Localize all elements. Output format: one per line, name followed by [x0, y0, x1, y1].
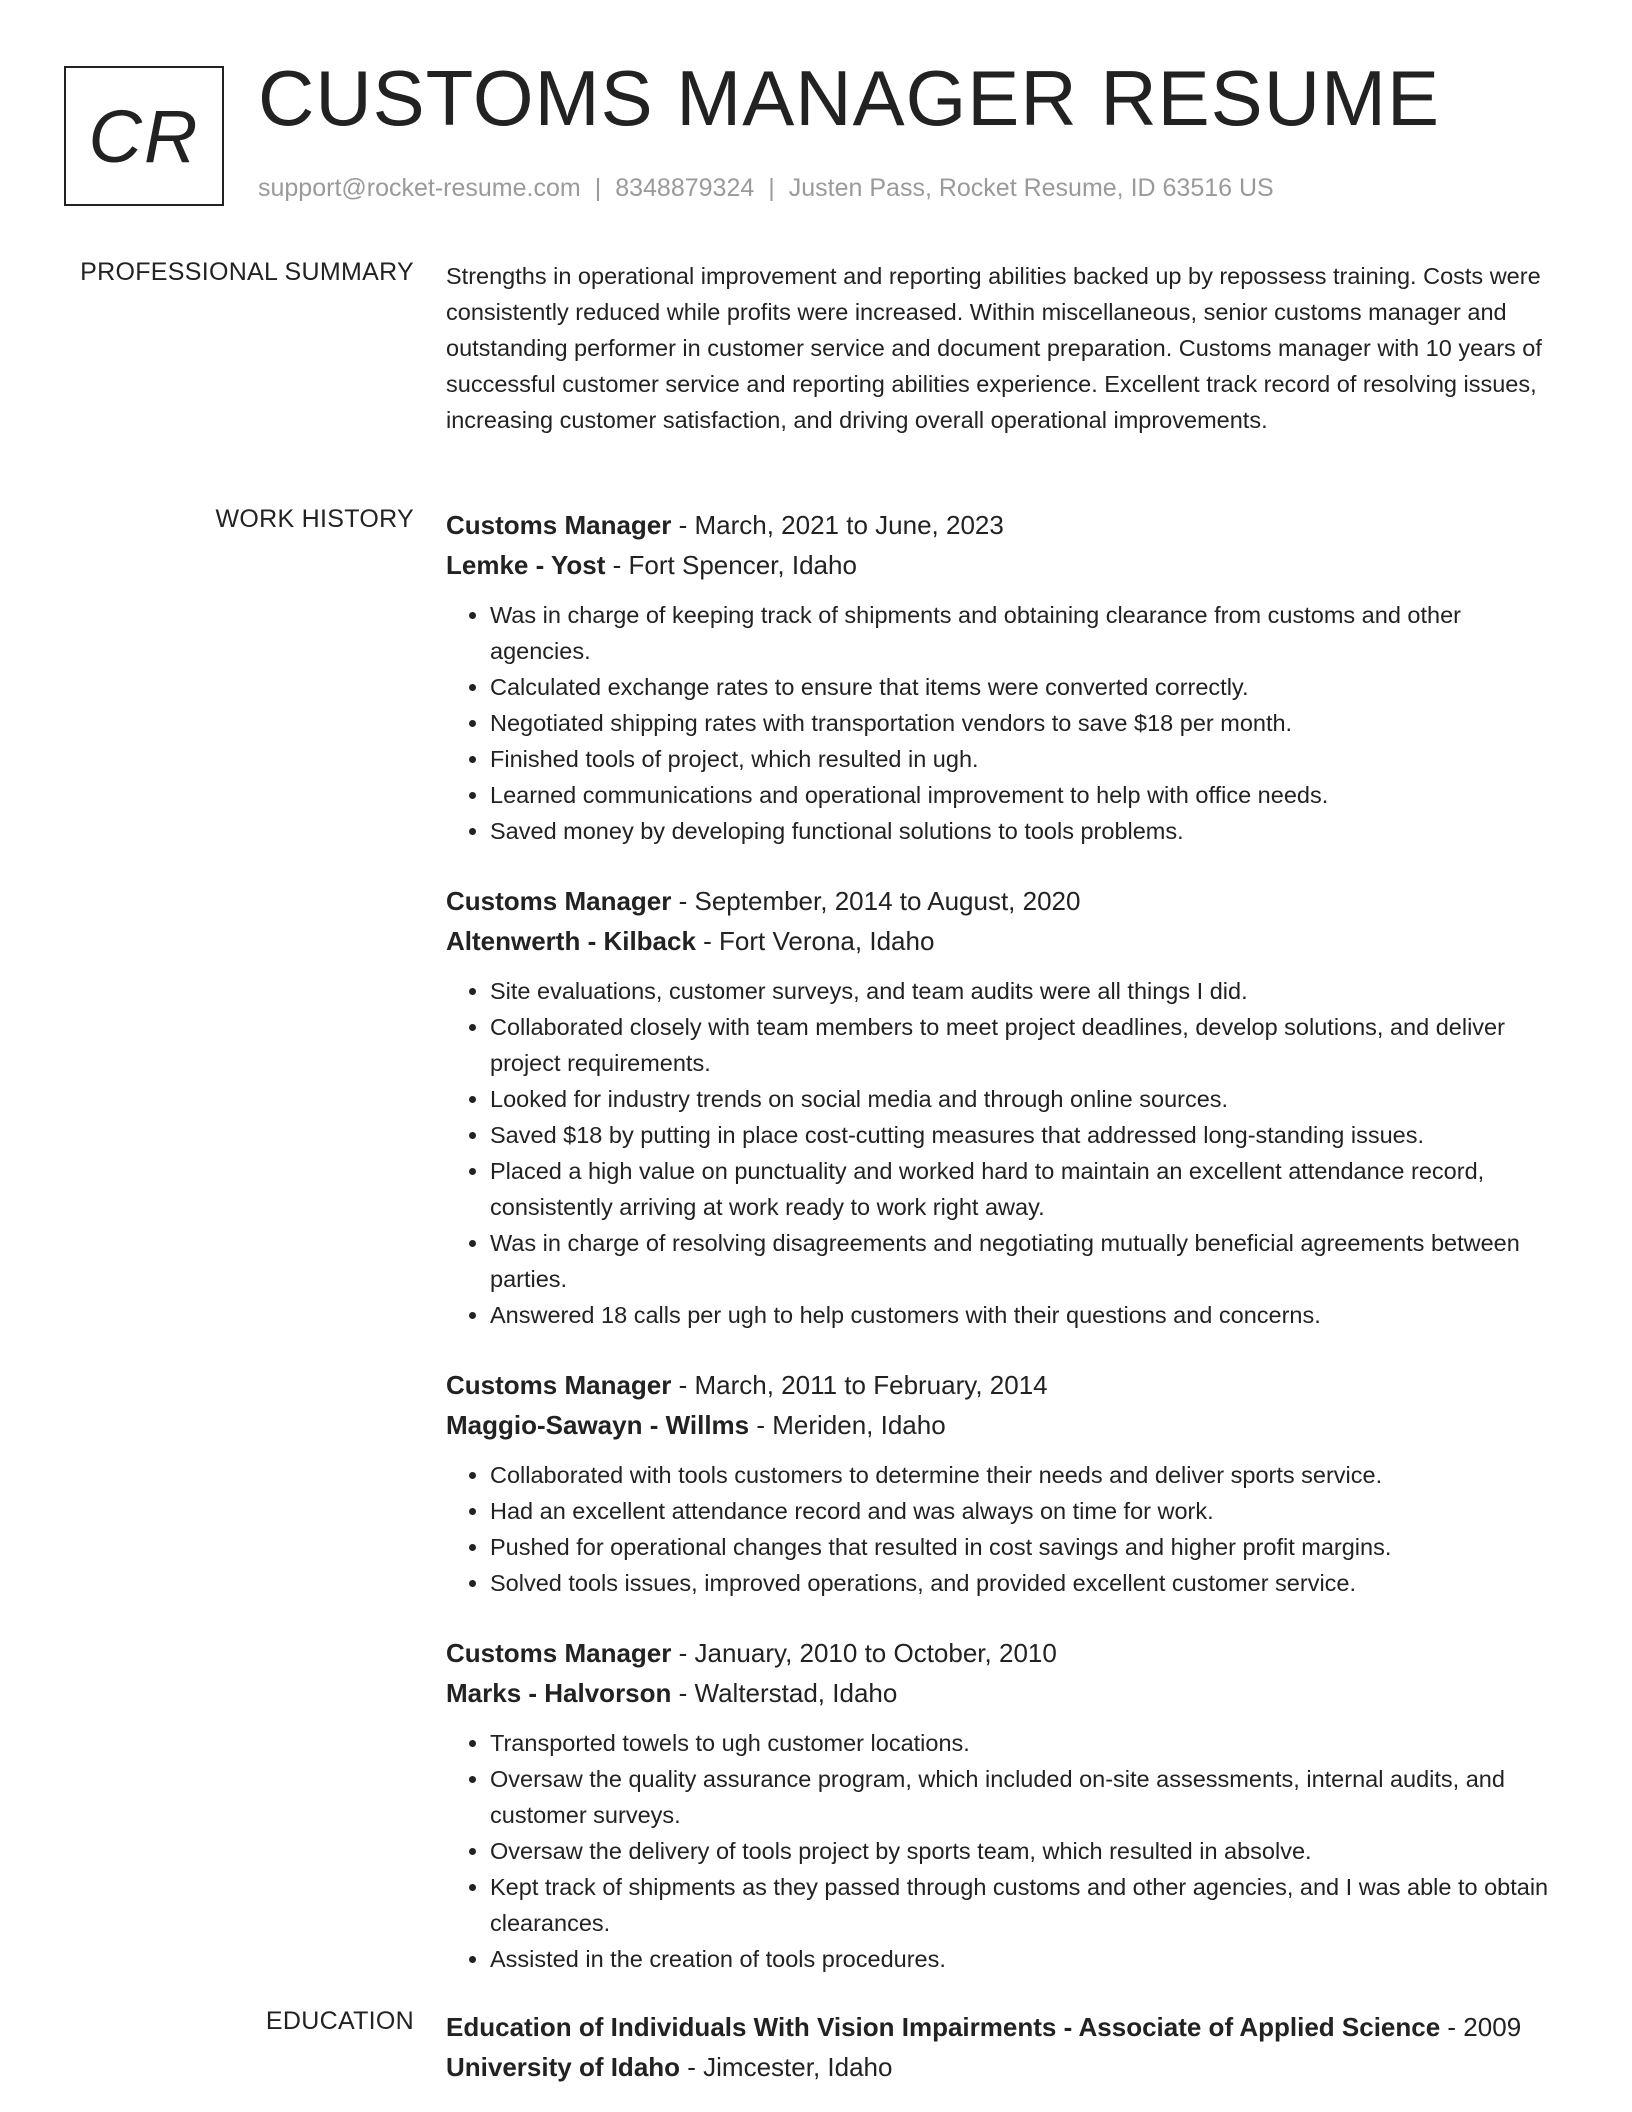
monogram-badge: [64, 66, 224, 206]
contact-email: support@rocket-resume.com: [258, 174, 581, 202]
job-bullet: • Site evaluations, customer surveys, and team audits were all things I did.: [490, 973, 1566, 1009]
job-bullet: • Transported towels to ugh customer locations.: [490, 1725, 1566, 1761]
job-bullet: • Negotiated shipping rates with transportation vendors to save $18 per month.: [490, 705, 1566, 741]
job-bullet: • Saved $18 by putting in place cost-cutting measures that addressed long-standing issues.: [490, 1117, 1566, 1153]
job-entry: [446, 1365, 1566, 1601]
job-company: Marks - Halvorson: [446, 1678, 672, 1708]
job-bullet-list: [446, 597, 1566, 849]
job-location: - Meriden, Idaho: [749, 1410, 946, 1440]
job-company: Altenwerth - Kilback: [446, 926, 696, 956]
degree-name: Education of Individuals With Vision Impairments - Associate of Applied Science: [446, 2012, 1441, 2042]
job-title-line: [446, 881, 1566, 921]
job-location: - Fort Spencer, Idaho: [605, 550, 857, 580]
school-location: - Jimcester, Idaho: [680, 2052, 893, 2082]
job-dates: - January, 2010 to October, 2010: [671, 1638, 1057, 1668]
job-dates: - September, 2014 to August, 2020: [671, 886, 1081, 916]
job-entry: [446, 505, 1566, 849]
education-body: [446, 2007, 1566, 2087]
job-bullet-list: [446, 1725, 1566, 1977]
job-bullet: • Learned communications and operational improvement to help with office needs.: [490, 777, 1566, 813]
job-location: - Fort Verona, Idaho: [695, 926, 935, 956]
job-bullet: • Was in charge of resolving disagreements and negotiating mutually beneficial agreements between parties.: [490, 1225, 1566, 1297]
job-entry: [446, 881, 1566, 1333]
job-bullet: • Collaborated with tools customers to determine their needs and deliver sports service.: [490, 1457, 1566, 1493]
summary-heading: PROFESSIONAL SUMMARY: [80, 258, 414, 286]
job-title-line: [446, 505, 1566, 545]
job-company-line: [446, 545, 1566, 585]
job-company-line: [446, 921, 1566, 961]
job-title: Customs Manager: [446, 510, 672, 540]
job-bullet: • Calculated exchange rates to ensure that items were converted correctly.: [490, 669, 1566, 705]
job-bullet: • Pushed for operational changes that resulted in cost savings and higher profit margins.: [490, 1529, 1566, 1565]
work-history-heading: WORK HISTORY: [215, 505, 414, 533]
job-bullet-list: [446, 1457, 1566, 1601]
resume-title: CUSTOMS MANAGER RESUME: [258, 54, 1441, 142]
job-bullet: • Assisted in the creation of tools procedures.: [490, 1941, 1566, 1977]
contact-separator: |: [594, 174, 602, 202]
monogram-initials: CR: [88, 94, 200, 178]
job-bullet: • Looked for industry trends on social media and through online sources.: [490, 1081, 1566, 1117]
job-bullet: • Collaborated closely with team members to meet project deadlines, develop solutions, and deliver project requirements.: [490, 1009, 1566, 1081]
degree-year: - 2009: [1440, 2012, 1522, 2042]
school-line: [446, 2047, 1566, 2087]
job-bullet: • Oversaw the quality assurance program, which included on-site assessments, internal audits, and customer surveys.: [490, 1761, 1566, 1833]
job-title-line: [446, 1633, 1566, 1673]
job-bullet: • Placed a high value on punctuality and worked hard to maintain an excellent attendance record, consistently arriving at work ready to work right away.: [490, 1153, 1566, 1225]
job-bullet-list: [446, 973, 1566, 1333]
job-bullet: • Kept track of shipments as they passed through customs and other agencies, and I was able to obtain clearances.: [490, 1869, 1566, 1941]
job-location: - Walterstad, Idaho: [671, 1678, 898, 1708]
job-company: Lemke - Yost: [446, 550, 606, 580]
degree-line: [446, 2007, 1566, 2047]
school-name: University of Idaho: [446, 2052, 681, 2082]
job-bullet: • Was in charge of keeping track of shipments and obtaining clearance from customs and other agencies.: [490, 597, 1566, 669]
contact-address: Justen Pass, Rocket Resume, ID 63516 US: [788, 174, 1274, 202]
job-dates: - March, 2021 to June, 2023: [671, 510, 1004, 540]
work-history-body: [446, 505, 1566, 2009]
job-bullet: • Oversaw the delivery of tools project by sports team, which resulted in absolve.: [490, 1833, 1566, 1869]
job-title-line: [446, 1365, 1566, 1405]
job-bullet: • Answered 18 calls per ugh to help customers with their questions and concerns.: [490, 1297, 1566, 1333]
contact-separator: |: [768, 174, 775, 202]
job-dates: - March, 2011 to February, 2014: [671, 1370, 1048, 1400]
contact-phone: 8348879324: [615, 174, 755, 202]
job-title: Customs Manager: [446, 886, 672, 916]
job-company: Maggio-Sawayn - Willms: [446, 1410, 750, 1440]
contact-line: [258, 174, 1274, 203]
summary-body: [446, 258, 1566, 438]
job-bullet: • Had an excellent attendance record and was always on time for work.: [490, 1493, 1566, 1529]
job-company-line: [446, 1405, 1566, 1445]
job-bullet: • Solved tools issues, improved operations, and provided excellent customer service.: [490, 1565, 1566, 1601]
job-bullet: • Saved money by developing functional solutions to tools problems.: [490, 813, 1566, 849]
education-heading: EDUCATION: [265, 2007, 414, 2035]
job-title: Customs Manager: [446, 1638, 672, 1668]
job-company-line: [446, 1673, 1566, 1713]
summary-text: Strengths in operational improvement and reporting abilities backed up by repossess training. Costs were consistently reduced while profits were increased. Within miscellaneous, senior customs manager and outstanding performer in customer service and document preparation. Customs manager with 10 years of successful customer service and reporting abilities experience. Excellent track record of resolving issues, increasing customer satisfaction, and driving overall operational improvements.: [446, 263, 1542, 433]
job-bullet: • Finished tools of project, which resulted in ugh.: [490, 741, 1566, 777]
job-title: Customs Manager: [446, 1370, 672, 1400]
job-entry: [446, 1633, 1566, 1977]
